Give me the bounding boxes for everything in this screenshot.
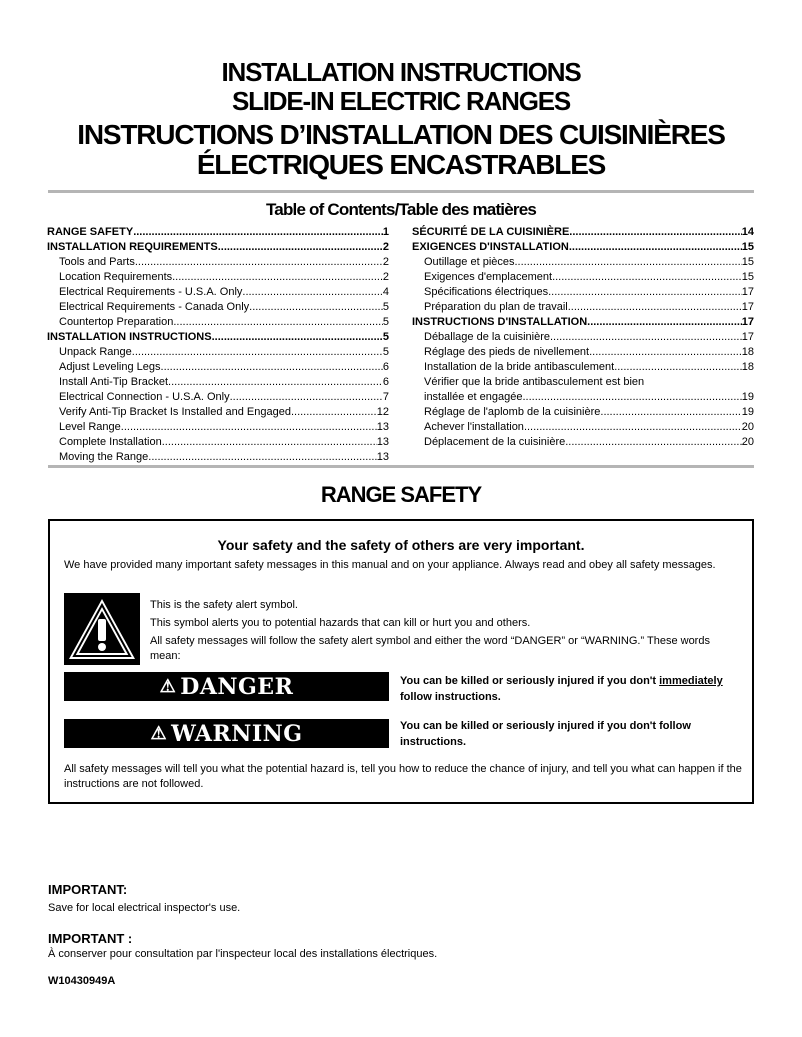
toc-leader-dots [552, 270, 742, 285]
alert-explanation [150, 598, 740, 667]
toc-entry-label: Déballage de la cuisinière [424, 331, 550, 343]
toc-entry-label: installée et engagée [424, 391, 523, 403]
toc-entry-page: 15 [741, 241, 754, 253]
toc-entry-page: 17 [741, 301, 754, 313]
toc-entry-page: 18 [741, 361, 754, 373]
title-en-line2: SLIDE-IN ELECTRIC RANGES [231, 86, 571, 116]
toc-leader-dots [249, 300, 383, 315]
toc-leader-dots [614, 360, 742, 375]
toc-entry [47, 405, 389, 420]
toc-entry [47, 435, 389, 450]
toc-entry-label: Déplacement de la cuisinière [424, 436, 566, 448]
title-en-line1: INSTALLATION INSTRUCTIONS [221, 57, 581, 87]
toc-leader-dots [230, 390, 383, 405]
title-fr-line1: INSTRUCTIONS D’INSTALLATION DES CUISINIÈRES [77, 119, 725, 150]
toc-leader-dots [524, 420, 742, 435]
toc-leader-dots [133, 225, 383, 240]
toc-leader-dots [569, 240, 742, 255]
toc-entry-page: 1 [382, 226, 389, 238]
toc-entry-label: Moving the Range [59, 451, 149, 463]
toc-leader-dots [172, 270, 383, 285]
danger-text [400, 673, 745, 705]
toc-entry [47, 450, 389, 465]
toc-entry-page: 5 [382, 316, 389, 328]
toc-entry-label: Réglage de l'aplomb de la cuisinière [424, 406, 601, 418]
toc-entry [47, 390, 389, 405]
toc-leader-dots [587, 315, 742, 330]
toc-entry-label: Spécifications électriques [424, 286, 549, 298]
toc-entry [47, 240, 389, 255]
toc-entry-page: 19 [741, 406, 754, 418]
toc-leader-dots [218, 240, 383, 255]
safety-heading: Your safety and the safety of others are very important. [217, 537, 585, 553]
toc-leader-dots [135, 255, 383, 270]
divider-middle [48, 465, 754, 468]
toc-entry-label: Outillage et pièces [424, 256, 515, 268]
toc-entry [412, 225, 754, 240]
toc-entry-page: 7 [382, 391, 389, 403]
danger-text-part1: You can be killed or seriously injured if you don't [400, 675, 660, 687]
safety-footer: All safety messages will tell you what the potential hazard is, tell you how to reduce the chance of injury, and tell you what can happen if the instructions are not followed. [64, 763, 742, 790]
toc-entry-page: 17 [741, 286, 754, 298]
toc-entry-label: Countertop Preparation [59, 316, 174, 328]
toc-entry-label: EXIGENCES D'INSTALLATION [412, 241, 569, 253]
toc-entry-page: 13 [376, 421, 389, 433]
safety-intro: We have provided many important safety messages in this manual and on your appliance. Always read and obey all safety messages. [64, 559, 716, 571]
toc-leader-dots [569, 225, 741, 240]
toc-leader-dots [161, 360, 383, 375]
toc-entry-label: Unpack Range [59, 346, 132, 358]
toc-entry-page: 20 [741, 421, 754, 433]
toc-entry-page: 2 [382, 241, 389, 253]
toc-entry-label: Réglage des pieds de nivellement [424, 346, 590, 358]
toc-entry [412, 300, 754, 315]
danger-label: DANGER [180, 673, 294, 700]
toc-entry-label: Tools and Parts [59, 256, 135, 268]
toc-entry-page: 6 [382, 376, 389, 388]
toc-leader-dots [173, 315, 383, 330]
toc-entry-label: Electrical Requirements - Canada Only [59, 301, 250, 313]
toc-entry-label: Electrical Requirements - U.S.A. Only [59, 286, 243, 298]
toc-leader-dots [565, 435, 742, 450]
toc-entry [412, 345, 754, 360]
toc-entry-page: 12 [376, 406, 389, 418]
toc-entry-page: 13 [376, 436, 389, 448]
toc-entry-page: 5 [382, 331, 389, 343]
toc-leader-dots [168, 375, 383, 390]
important-heading-en: IMPORTANT: [48, 882, 128, 897]
toc-leader-dots [148, 450, 376, 465]
toc-entry-label: Electrical Connection - U.S.A. Only [59, 391, 230, 403]
toc-entry-page: 2 [382, 271, 389, 283]
toc-entry-page: 15 [741, 256, 754, 268]
toc-entry-page: 6 [382, 361, 389, 373]
toc-entry [412, 360, 754, 375]
toc-leader-dots [600, 405, 741, 420]
toc-leader-dots [568, 300, 742, 315]
toc-entry-label: INSTALLATION INSTRUCTIONS [47, 331, 212, 343]
alert-line-2: This symbol alerts you to potential hazards that can kill or hurt you and others. [150, 617, 531, 629]
alert-line-1: This is the safety alert symbol. [150, 599, 298, 611]
toc-leader-dots [550, 330, 742, 345]
toc-entry [47, 225, 389, 240]
toc-entry-page: 4 [382, 286, 389, 298]
toc-entry-label: Verify Anti-Tip Bracket Is Installed and Engaged [59, 406, 291, 418]
toc-entry-page: 20 [741, 436, 754, 448]
title-french [0, 120, 802, 180]
safety-box [48, 519, 754, 804]
toc-entry [412, 285, 754, 300]
toc-entry [47, 285, 389, 300]
title-english [0, 58, 802, 116]
toc-entry [412, 435, 754, 450]
toc-entry [412, 375, 754, 405]
toc-leader-dots [548, 285, 742, 300]
toc-entry [47, 270, 389, 285]
toc-entry-label: Level Range [59, 421, 121, 433]
toc-entry [47, 360, 389, 375]
danger-text-part2: follow instructions. [400, 691, 501, 703]
toc-entry-page: 14 [741, 226, 754, 238]
title-fr-line2: ÉLECTRIQUES ENCASTRABLES [196, 149, 606, 180]
toc-leader-dots [589, 345, 742, 360]
toc-leader-dots [132, 345, 383, 360]
warning-banner [64, 719, 389, 748]
toc-entry [412, 240, 754, 255]
toc-leader-dots [212, 330, 383, 345]
toc-entry-label: Complete Installation [59, 436, 162, 448]
toc-entry-page: 17 [741, 316, 754, 328]
toc-entry [47, 255, 389, 270]
toc-entry-label: INSTALLATION REQUIREMENTS [47, 241, 218, 253]
danger-banner [64, 672, 389, 701]
toc-leader-dots [121, 420, 377, 435]
toc-entry [412, 255, 754, 270]
toc-entry-label: Préparation du plan de travail [424, 301, 568, 313]
important-heading-fr: IMPORTANT : [48, 931, 133, 946]
toc-leader-dots [522, 390, 741, 405]
warning-triangle-icon: ⚠ [150, 723, 168, 744]
toc-entry-page: 5 [382, 346, 389, 358]
warning-triangle-icon: ⚠ [159, 676, 177, 697]
toc-entry-page: 13 [376, 451, 389, 463]
toc-leader-dots [162, 435, 377, 450]
section-title-range-safety: RANGE SAFETY [320, 482, 482, 507]
toc-entry-page: 19 [741, 391, 754, 403]
toc-entry-label: Achever l'installation [424, 421, 524, 433]
toc-entry [47, 300, 389, 315]
warning-label: WARNING [171, 720, 303, 747]
toc-entry [47, 330, 389, 345]
alert-line-3: All safety messages will follow the safety alert symbol and either the word “DANGER” or “WARNING.” These words mean: [150, 635, 710, 662]
toc-entry [412, 420, 754, 435]
divider-top [48, 190, 754, 193]
toc-entry [412, 330, 754, 345]
toc-entry-label: Adjust Leveling Legs [59, 361, 161, 373]
danger-text-emphasis: immediately [659, 675, 723, 687]
warning-text: You can be killed or seriously injured if you don't follow instructions. [400, 720, 691, 748]
toc-column-english [47, 225, 389, 465]
toc-leader-dots [242, 285, 382, 300]
toc-entry-label: Location Requirements [59, 271, 173, 283]
toc-column-french [412, 225, 754, 450]
toc-entry-page: 17 [741, 331, 754, 343]
important-text-fr: À conserver pour consultation par l'inspecteur local des installations électriques. [48, 948, 438, 960]
toc-entry-page: 5 [382, 301, 389, 313]
toc-entry-label: Exigences d'emplacement [424, 271, 553, 283]
safety-alert-icon [64, 593, 140, 665]
toc-entry-label: Installation de la bride antibasculement [424, 361, 615, 373]
toc-entry [47, 420, 389, 435]
toc-entry [47, 315, 389, 330]
toc-entry [47, 345, 389, 360]
toc-entry-page: 2 [382, 256, 389, 268]
toc-entry [412, 315, 754, 330]
toc-title: Table of Contents/Table des matières [265, 200, 537, 219]
toc-leader-dots [515, 255, 742, 270]
toc-entry-label: SÉCURITÉ DE LA CUISINIÈRE [412, 226, 570, 238]
toc-entry-page: 18 [741, 346, 754, 358]
toc-entry [47, 375, 389, 390]
toc-entry [412, 270, 754, 285]
document-number: W10430949A [48, 975, 116, 987]
important-text-en: Save for local electrical inspector's use. [48, 902, 241, 914]
toc-entry-label: Vérifier que la bride antibasculement est bien [424, 376, 645, 388]
toc-entry-label: INSTRUCTIONS D'INSTALLATION [412, 316, 588, 328]
toc-leader-dots [291, 405, 377, 420]
toc-entry-label: Install Anti-Tip Bracket [59, 376, 169, 388]
toc-entry [412, 405, 754, 420]
toc-entry-label: RANGE SAFETY [47, 226, 134, 238]
toc-entry-page: 15 [741, 271, 754, 283]
